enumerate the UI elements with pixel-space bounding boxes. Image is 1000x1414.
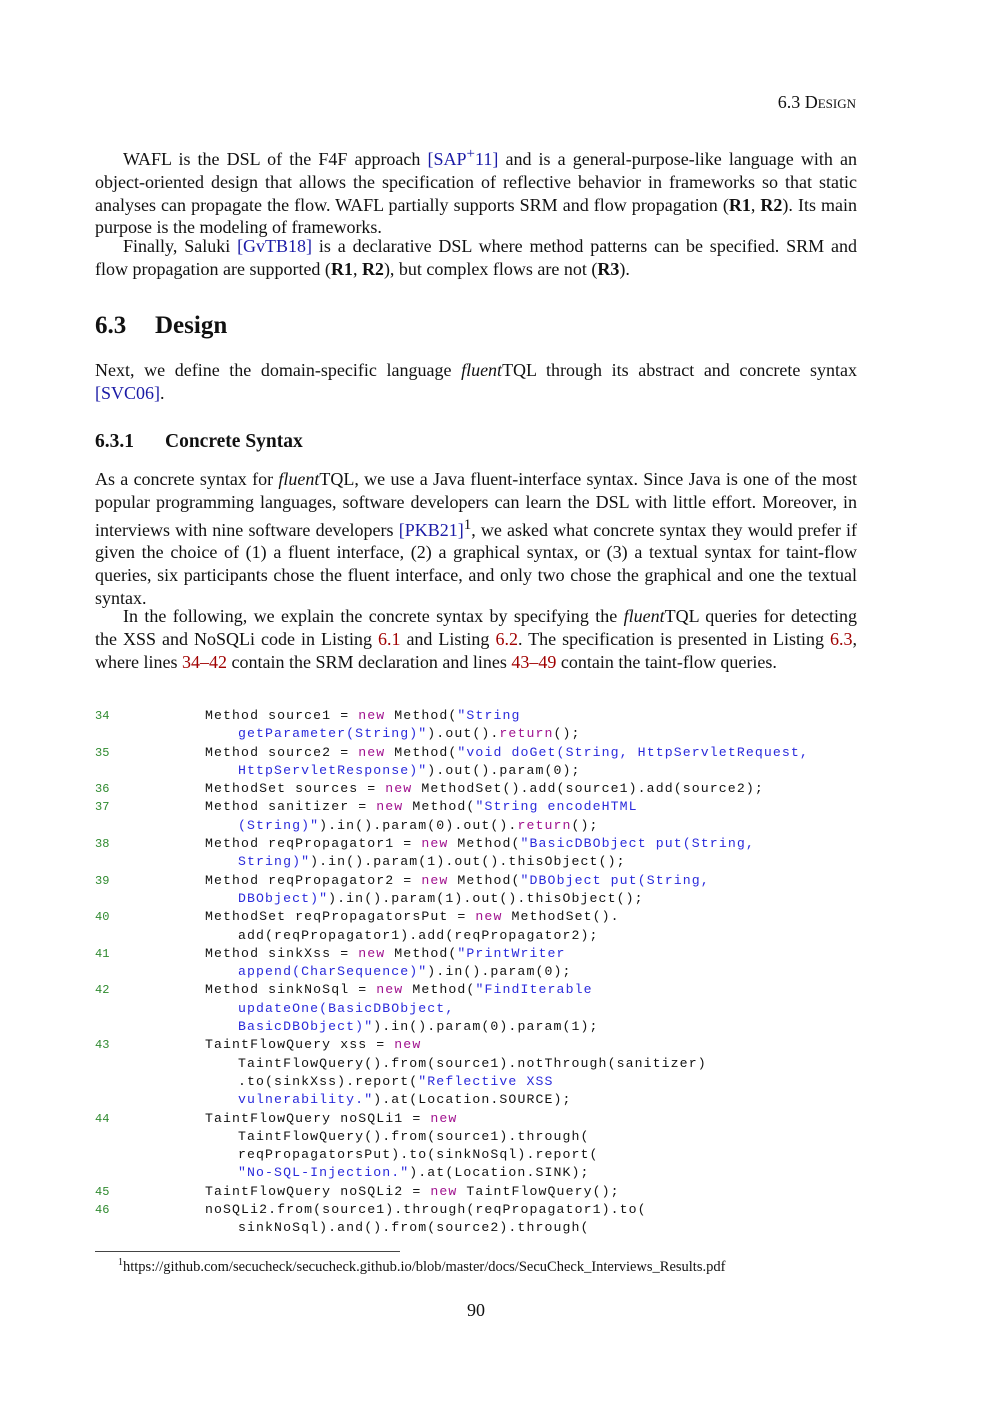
code-line-continuation: getParameter(String)").out().return(); [238, 726, 581, 742]
footnote-mark[interactable]: 1 [463, 516, 472, 533]
paragraph-section-intro: Next, we define the domain-specific language fluentTQL through its abstract and concrete syntax [SVC06]. [95, 360, 857, 403]
code-line-continuation: append(CharSequence)").in().param(0); [238, 964, 572, 980]
header-section-title: Design [804, 92, 856, 112]
page-number: 90 [467, 1300, 485, 1320]
code-line: 41 Method sinkXss = new Method("PrintWriter [95, 945, 566, 961]
citation-sap11[interactable]: [SAP+11] [427, 146, 499, 169]
citation-gvtb18[interactable]: [GvTB18] [237, 236, 313, 256]
code-line-continuation: DBObject)").in().param(1).out().thisObject(); [238, 890, 644, 906]
listing-ref-6-2[interactable]: 6.2 [495, 628, 518, 649]
code-line-continuation: reqPropagatorsPut).to(sinkNoSql).report( [238, 1147, 599, 1163]
code-line-continuation: TaintFlowQuery().from(source1).through( [238, 1128, 590, 1144]
code-line: 42 Method sinkNoSql = new Method("FindIterable [95, 982, 593, 998]
footnote: $^1$https://github.com/secucheck/secucheck.github.io/blob/master/docs/SecuCheck_Interviews_Results.pdf [118, 1257, 726, 1275]
paragraph-following: In the following, we explain the concrete syntax by specifying the fluentTQL queries for detecting the XSS and NoSQLi code in Listing 6.1 and Listing 6.2. The specification is presented in Listing 6.3, where lines 34–42 contain the SRM declaration and lines 43–49 contain the taint-flow queries. [95, 606, 858, 672]
code-line-continuation: updateOne(BasicDBObject, [238, 1000, 455, 1016]
citation-pkb21[interactable]: [PKB21] [398, 519, 464, 540]
paragraph-wafl: WAFL is the DSL of the F4F approach [SAP+11] and is a general-purpose-like language with an object-oriented design that allows the specification of reflective behavior in frameworks so that static analyses can propagate the flow. WAFL partially supports SRM and flow propagation (R1, R2). Its main purpose is the modeling of frameworks. [95, 146, 857, 238]
running-header [778, 92, 856, 113]
code-line: 38 Method reqPropagator1 = new Method("BasicDBObject put(String, [95, 836, 755, 852]
code-listing [95, 707, 875, 1238]
code-line-continuation: add(reqPropagator1).add(reqPropagator2); [238, 927, 599, 943]
code-line: 35 Method source2 = new Method("void doGet(String, HttpServletRequest, [95, 744, 809, 760]
code-line: 46 noSQLi2.from(source1).through(reqPropagator1).to( [95, 1202, 647, 1218]
code-line: 37 Method sanitizer = new Method("String encodeHTML [95, 799, 638, 815]
code-line: 43 TaintFlowQuery xss = new [95, 1037, 422, 1053]
code-line: 34 Method source1 = new Method("String [95, 708, 521, 723]
code-line-continuation: (String)").in().param(0).out().return(); [238, 817, 599, 833]
paragraph-saluki: Finally, Saluki [GvTB18] is a declarative DSL where method patterns can be specified. SRM and flow propagation are supported (R1, R2), but complex flows are not (R3). [95, 236, 857, 279]
subsection-heading: 6.3.1 Concrete Syntax [95, 431, 303, 452]
footnote-rule [95, 1251, 400, 1252]
code-line-continuation: .to(sinkXss).report("Reflective XSS [238, 1073, 554, 1089]
code-line: 39 Method reqPropagator2 = new Method("DBObject put(String, [95, 872, 710, 888]
code-line: 40 MethodSet reqPropagatorsPut = new MethodSet(). [95, 909, 620, 925]
listing-ref-6-3[interactable]: 6.3 [830, 628, 853, 649]
code-line-continuation: TaintFlowQuery().from(source1).notThrough(sanitizer) [238, 1055, 707, 1071]
section-heading: 6.3 Design [95, 312, 228, 339]
code-line-continuation: HttpServletResponse)").out().param(0); [238, 762, 581, 778]
code-line-continuation: sinkNoSql).and().from(source2).through( [238, 1220, 590, 1236]
code-line-continuation: "No-SQL-Injection.").at(Location.SINK); [238, 1165, 590, 1181]
citation-svc06[interactable]: [SVC06] [95, 382, 161, 403]
code-line-continuation: String)").in().param(1).out().thisObject(); [238, 854, 626, 870]
code-line-continuation: vulnerability.").at(Location.SOURCE); [238, 1092, 572, 1108]
listing-ref-6-1[interactable]: 6.1 [377, 628, 401, 649]
header-section-number: 6.3 [777, 92, 801, 112]
code-line: 45 TaintFlowQuery noSQLi2 = new TaintFlowQuery(); [95, 1183, 620, 1199]
line-ref-43-49[interactable]: 43–49 [511, 651, 557, 672]
code-line-continuation: BasicDBObject)").in().param(0).param(1); [238, 1019, 599, 1035]
line-ref-34-42[interactable]: 34–42 [181, 651, 227, 672]
code-line: 44 TaintFlowQuery noSQLi1 = new [95, 1110, 458, 1126]
code-line: 36 MethodSet sources = new MethodSet().add(source1).add(source2); [95, 781, 764, 797]
footnote-link[interactable]: https://github.com/secucheck/secucheck.github.io/blob/master/docs/SecuCheck_Interviews_Results.pdf [123, 1258, 726, 1275]
paragraph-concrete-syntax: As a concrete syntax for fluentTQL, we use a Java fluent-interface syntax. Since Java is one of the most popular programming languages, software developers can learn the DSL with little effort. Moreover, in interviews with nine software developers $[PKB21]^1$, we asked what concrete syntax they would prefer if given the choice of (1) a fluent interface, (2) a graphical syntax, or (3) a textual syntax for taint-flow queries, six participants chose the fluent interface, and only two chose the graphical and one the textual syntax. [95, 469, 857, 608]
